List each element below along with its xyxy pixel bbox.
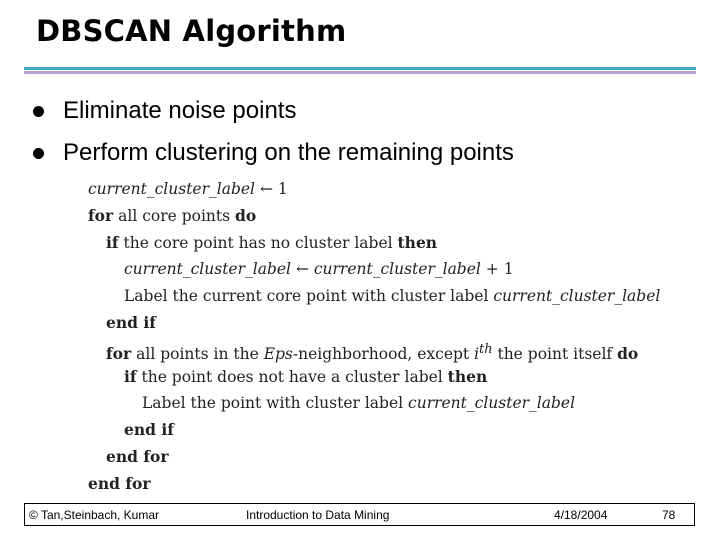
- algo-line: [88, 471, 660, 498]
- algo-keyword: for: [106, 343, 132, 363]
- algo-text: ←: [291, 260, 314, 279]
- algo-keyword: end if: [124, 420, 174, 440]
- footer-course: Introduction to Data Mining: [246, 508, 390, 522]
- bullet-dot-icon: [33, 148, 44, 159]
- algo-keyword: then: [397, 232, 438, 252]
- algo-line: [88, 390, 660, 417]
- algo-line: [88, 444, 660, 471]
- algo-var: current_cluster_label: [493, 287, 661, 306]
- algo-line: [88, 310, 660, 337]
- algo-var: Eps: [263, 344, 293, 363]
- algo-var: current_cluster_label: [88, 180, 256, 198]
- algo-text: all points in the: [131, 344, 264, 363]
- algo-keyword: end for: [106, 446, 169, 466]
- algo-line: [88, 176, 660, 203]
- algo-var: current_cluster_label: [313, 260, 481, 279]
- algo-line: [88, 256, 660, 283]
- slide-footer: [24, 503, 695, 526]
- bullet-dot-icon: [33, 106, 44, 117]
- algo-keyword: if: [106, 232, 119, 252]
- algo-text: -neighborhood, except: [292, 344, 475, 363]
- algo-text: ← 1: [255, 180, 288, 198]
- algo-text: Label the current core point with cluster label: [124, 287, 494, 306]
- algo-line: [88, 337, 660, 364]
- bullet-text: Eliminate noise points: [63, 97, 297, 124]
- algo-var: current_cluster_label: [408, 394, 576, 413]
- algo-keyword: if: [124, 366, 137, 386]
- algo-line: [88, 230, 660, 257]
- algo-line: [88, 364, 660, 391]
- algo-text: + 1: [480, 260, 514, 279]
- algo-keyword: do: [235, 205, 257, 225]
- algo-line: [88, 283, 660, 310]
- footer-copyright: © Tan,Steinbach, Kumar: [29, 508, 160, 522]
- algo-keyword: then: [447, 366, 488, 386]
- algo-keyword: for: [88, 205, 114, 225]
- algorithm-pseudocode: [88, 176, 660, 498]
- bullet-text: Perform clustering on the remaining points: [63, 139, 514, 166]
- algo-text: the core point has no cluster label: [118, 233, 398, 252]
- algo-var: current_cluster_label: [124, 260, 292, 279]
- algo-text: the point itself: [492, 344, 618, 363]
- algo-text: all core points: [113, 206, 236, 225]
- algo-line: [88, 417, 660, 444]
- algo-text: the point does not have a cluster label: [136, 367, 448, 386]
- title-rule-top: [24, 67, 696, 70]
- slide-title: DBSCAN Algorithm: [36, 14, 347, 48]
- algo-keyword: do: [617, 343, 639, 363]
- footer-date: 4/18/2004: [554, 508, 608, 522]
- footer-page-number: 78: [662, 508, 676, 522]
- algo-keyword: end for: [88, 473, 151, 493]
- algo-text: Label the point with cluster label: [142, 394, 409, 413]
- algo-line: [88, 203, 660, 230]
- algo-superscript: th: [479, 341, 493, 357]
- title-rule-bottom: [24, 71, 696, 74]
- algo-var: i: [474, 344, 480, 363]
- algo-keyword: end if: [106, 312, 156, 332]
